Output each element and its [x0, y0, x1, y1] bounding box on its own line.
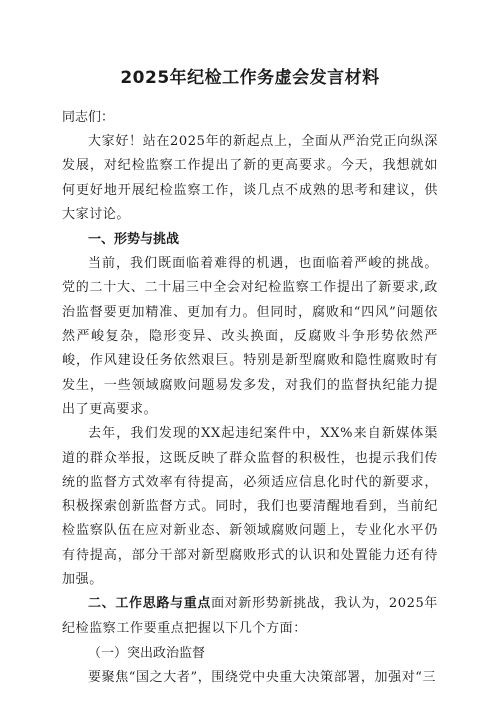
intro-paragraph: 大家好！站在2025年的新起点上，全面从严治党正向纵深发展，对纪检监察工作提出了新的更高要求。今天，我想就如何更好地开展纪检监察工作，谈几点不成熟的思考和建议，供大家讨论。 — [62, 134, 438, 222]
situation-paragraph-1: 当前，我们既面临着难得的机遇，也面临着严峻的挑战。党的二十大、二十届三中全会对纪检监察工作提出了新要求,政治监督要更加精准、更加有力。但同时，腐败和“四风”问题依然严峻复杂，隐形变异、改头换面，反腐败斗争形势依然严峻，作风建设任务依然艰巨。特别是新型腐败和隐性腐败时有发生，一些领域腐败问题易发多发，对我们的监督执纪能力提出了更高要求。 — [62, 256, 438, 417]
political-supervision-paragraph: 要聚焦“国之大者”，围绕党中央重大决策部署，加强对“三 — [88, 669, 437, 685]
work-ideas-paragraph — [62, 592, 438, 641]
section-heading-situation: 一、形势与挑战 — [88, 232, 180, 248]
subheading-political-supervision: （一）突出政治监督 — [88, 645, 206, 661]
salutation: 同志们： — [62, 110, 115, 125]
section-heading-work-ideas: 二、工作思路与重点 — [88, 596, 212, 612]
work-ideas-lead: 面对新形势新挑战，我认为，2025年纪检监察工作要重点把握以下几个方面： — [62, 596, 438, 636]
situation-paragraph-2: 去年，我们发现的XX起违纪案件中，XX%来自新媒体渠道的群众举报，这既反映了群众监督的积极性，也提示我们传统的监督方式效率有待提高，必须适应信息化时代的新要求，积极探索创新监督方式。同时，我们也要清醒地看到，当前纪检监察队伍在应对新业态、新领域腐败问题上，专业化水平仍有待提高，部分干部对新型腐败形式的认识和处置能力还有待加强。 — [62, 426, 438, 588]
document-title: 2025年纪检工作务虚会发言材料 — [120, 68, 380, 88]
